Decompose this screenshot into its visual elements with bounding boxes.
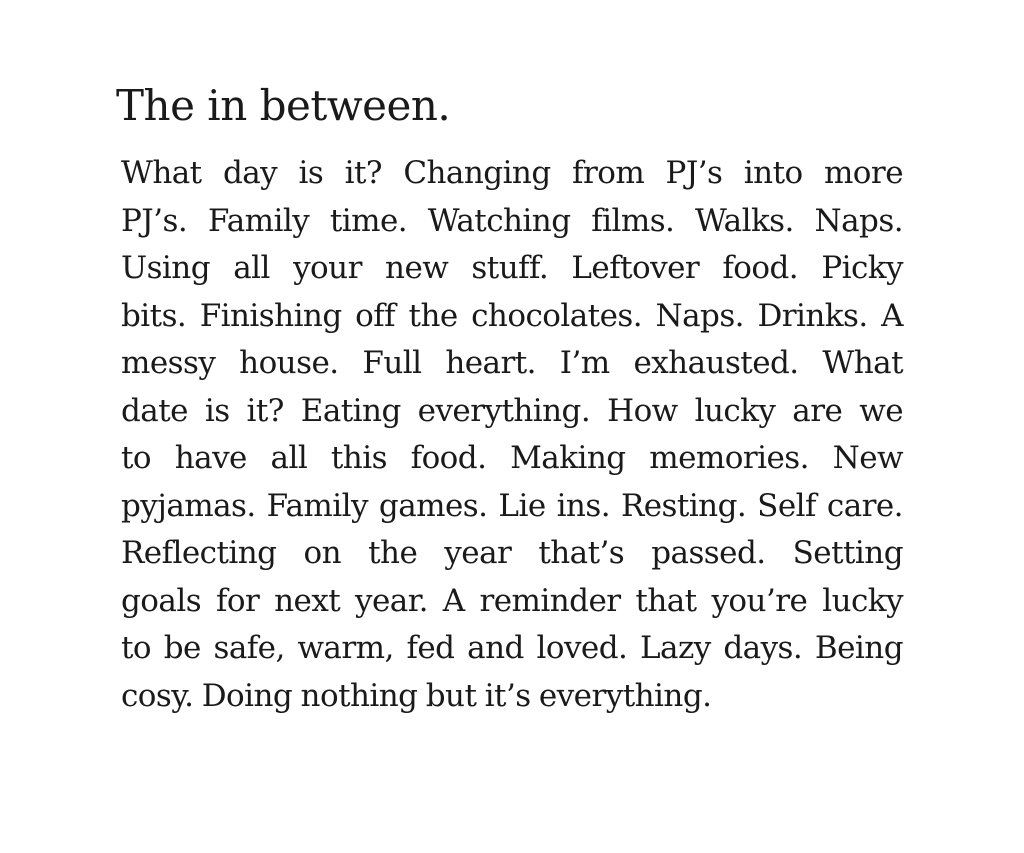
body-line: cosy. Doing nothing but it’s everything.: [121, 677, 712, 714]
body-line: to have all this food. Making memories. New: [121, 440, 903, 476]
body-line: pyjamas. Family games. Lie ins. Resting. Self care.: [121, 487, 903, 524]
body-line: Reflecting on the year that’s passed. Setting: [121, 535, 903, 571]
body-line: bits. Finishing off the chocolates. Naps. Drinks. A: [121, 297, 903, 334]
body-line: messy house. Full heart. I’m exhausted. What: [121, 345, 903, 381]
body-line: date is it? Eating everything. How lucky are we: [121, 392, 903, 429]
body-line: Using all your new stuff. Leftover food. Picky: [121, 250, 903, 286]
document-title: The in between.: [116, 81, 451, 130]
document-body: [121, 150, 903, 720]
body-line: What day is it? Changing from PJ’s into more: [121, 155, 903, 191]
body-line: goals for next year. A reminder that you’re lucky: [121, 582, 903, 619]
body-line: PJ’s. Family time. Watching films. Walks. Naps.: [121, 202, 903, 239]
body-line: to be safe, warm, fed and loved. Lazy days. Being: [121, 630, 903, 666]
